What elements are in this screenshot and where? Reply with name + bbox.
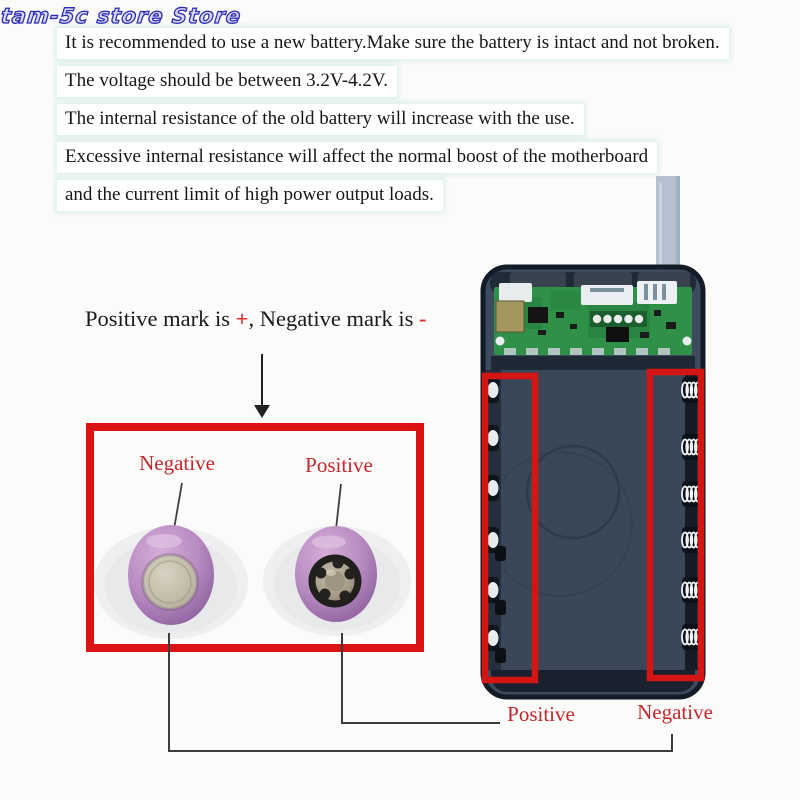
negative-connector-line [671,734,673,752]
ribbon-cable [656,176,680,278]
instruction-line: It is recommended to use a new battery.Make sure the battery is intact and not broken. [57,28,729,59]
label-pointer-lines [174,483,341,529]
polarity-note-text: Positive mark is [85,306,236,331]
plus-mark: + [235,306,249,331]
circuit-board [494,281,692,355]
negative-battery-end [128,525,214,625]
ic-chip [606,327,629,342]
negative-connector-line [168,750,673,752]
instruction-line: and the current limit of high power output loads. [57,180,443,211]
battery-bay [488,356,695,692]
instruction-line: The internal resistance of the old battery will increase with the use. [57,104,584,135]
minus-mark: - [419,306,427,331]
negative-connector-line [168,633,170,752]
screw-post [683,337,692,346]
down-arrow-shaft [261,354,263,406]
usb-port [499,283,532,302]
negative-battery-label: Negative [139,451,215,475]
battery-ends-photo [86,423,424,652]
instruction-line: The voltage should be between 3.2V-4.2V. [57,66,397,97]
case-negative-label: Negative [637,700,713,724]
positive-battery-label: Positive [305,453,373,477]
polarity-note-text: , Negative mark is [248,306,420,331]
screw-post [496,337,505,346]
positive-connector-line [341,722,500,724]
transformer-component [496,301,524,332]
case-positive-label: Positive [507,702,575,726]
store-watermark: tam-5c store Store [0,4,243,28]
polarity-note [85,306,427,332]
positive-battery-end [295,526,377,622]
ic-chip [528,307,548,323]
down-arrow-icon [254,405,270,418]
power-bank-case-photo [440,172,720,708]
positive-connector-line [341,633,343,724]
instruction-line: Excessive internal resistance will affect the normal boost of the motherboard [57,142,657,173]
